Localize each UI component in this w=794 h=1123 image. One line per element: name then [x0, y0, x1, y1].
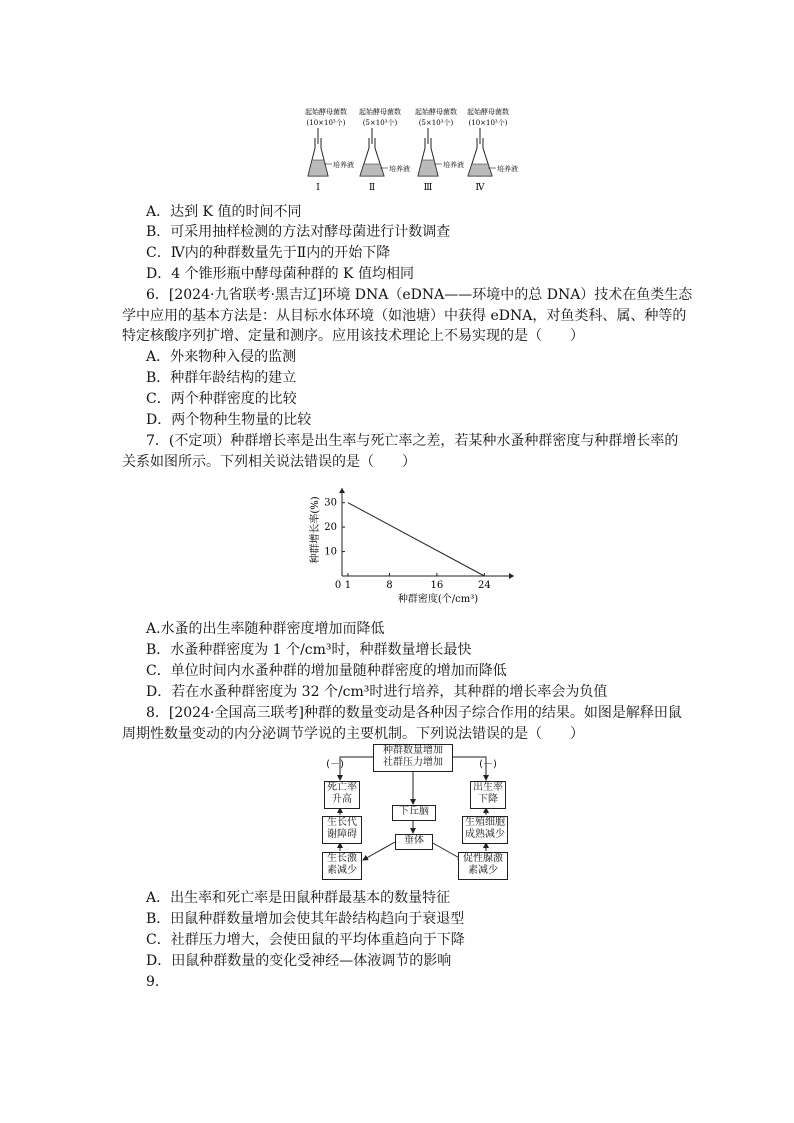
q7-option-c: C．单位时间内水蚤种群的增加量随种群密度的增加而降低	[146, 663, 507, 679]
flask-liquid	[468, 164, 492, 176]
flask-count: (5×10³个)	[418, 119, 454, 127]
diagram-box-population	[373, 744, 453, 772]
minus-right-label	[470, 759, 506, 771]
q9-number: 9.	[146, 974, 160, 990]
x-axis-arrow	[509, 573, 514, 579]
diagram-box-growth-disorder	[322, 816, 362, 844]
q6-stem-line2: 学中应用的基本方法是：从目标水体环境（如池塘）中获得 eDNA，对鱼类科、属、种等的	[122, 308, 687, 324]
minus-right-text: (－)	[479, 759, 497, 770]
q8-stem-line2: 周期性数量变动的内分泌调节学说的主要机制。下列说法错误的是（ ）	[122, 726, 584, 742]
series-line-0	[348, 503, 484, 576]
diagram-box-pituitary	[395, 834, 433, 850]
growth-rate-chart	[300, 478, 530, 612]
flask-count: (10×10³个)	[306, 119, 346, 127]
diagram-box-birth	[470, 781, 506, 809]
diagram-text-pituitary: 垂体	[404, 835, 424, 846]
flask-liquid	[360, 164, 384, 176]
flask-liquid-label: 培养液	[497, 165, 518, 173]
y-tick-label: 30	[324, 497, 337, 509]
flask-4	[467, 107, 518, 193]
flask-2	[359, 107, 410, 193]
minus-left-label	[320, 759, 350, 771]
diagram-text-population: 种群数量增加 社群压力增加	[383, 745, 443, 768]
diagram-text-death: 死亡率 升高	[327, 782, 357, 805]
flask-count: (5×10³个)	[362, 119, 398, 127]
x-tick-label: 8	[386, 580, 393, 591]
q6-option-c: C．两个种群密度的比较	[146, 391, 297, 407]
endocrine-diagram	[320, 744, 506, 884]
diagram-text-gonad: 生殖细胞 成熟减少	[465, 817, 505, 840]
flask-roman: Ⅱ	[368, 183, 376, 193]
y-tick-label: 10	[324, 546, 337, 558]
q8-option-c: C．社群压力增大，会使田鼠的平均体重趋向于下降	[146, 932, 465, 948]
flask-count: (10×10³个)	[468, 119, 508, 127]
q6-option-b: B．种群年龄结构的建立	[146, 370, 297, 386]
x-tick-label: 16	[430, 580, 444, 591]
q8-option-d: D．田鼠种群数量的变化受神经—体液调节的影响	[146, 953, 452, 969]
q6-option-a: A．外来物种入侵的监测	[146, 349, 297, 365]
q6-option-d: D．两个物种生物量的比较	[146, 412, 312, 428]
flask-roman: Ⅳ	[475, 183, 485, 193]
q8-option-a: A．出生率和死亡率是田鼠种群最基本的数量特征	[146, 890, 451, 906]
flask-label: 起始酵母菌数	[415, 108, 457, 116]
diagram-text-birth: 出生率 下降	[473, 782, 503, 805]
flask-label: 起始酵母菌数	[305, 108, 347, 116]
flask-liquid-label: 培养液	[333, 161, 354, 169]
diagram-text-hypothalamus: 下丘脑	[399, 806, 429, 817]
q7-option-a: A.水蚤的出生率随种群密度增加而降低	[146, 621, 385, 637]
diagram-text-growth-hormone: 生长激 素减少	[327, 853, 357, 876]
diagram-box-hypothalamus	[392, 805, 436, 821]
x-tick-label: 24	[477, 580, 491, 591]
q6-stem-line1: 6．[2024·九省联考·黑吉辽]环境 DNA（eDNA——环境中的总 DNA）技术在鱼类生态	[146, 287, 693, 303]
q7-stem-line2: 关系如图所示。下列相关说法错误的是（ ）	[122, 454, 416, 470]
x-axis-label: 种群密度(个/cm³)	[397, 594, 479, 605]
flask-3	[415, 107, 464, 193]
flask-roman: Ⅰ	[316, 183, 320, 193]
diagram-box-death	[324, 781, 360, 809]
q5-option-d: D．4 个锥形瓶中酵母菌种群的 K 值均相同	[146, 266, 414, 282]
flask-label: 起始酵母菌数	[359, 108, 401, 116]
q6-stem-line3: 特定核酸序列扩增、定量和测序。应用该技术理论上不易实现的是（ ）	[122, 328, 584, 344]
y-axis-label: 种群增长率(%)	[310, 496, 321, 564]
flask-figure	[296, 104, 526, 196]
flask-1	[305, 107, 354, 193]
q5-option-c: C．Ⅳ内的种群数量先于Ⅱ内的开始下降	[146, 245, 391, 261]
q8-stem-line1: 8．[2024·全国高三联考]种群的数量变动是各种因子综合作用的结果。如图是解释田鼠	[146, 705, 682, 721]
flask-label: 起始酵母菌数	[467, 108, 509, 116]
q7-stem-line1: 7．(不定项）种群增长率是出生率与死亡率之差，若某种水蚤种群密度与种群增长率的	[146, 433, 679, 449]
flask-roman: Ⅲ	[423, 183, 433, 193]
flask-liquid-label: 培养液	[389, 165, 410, 173]
flask-liquid-label: 培养液	[443, 161, 464, 169]
q7-option-d: D．若在水蚤种群密度为 32 个/cm³时进行培养，其种群的增长率会为负值	[146, 684, 608, 700]
diagram-box-growth-hormone	[322, 852, 362, 880]
diagram-box-gonadotropin	[458, 852, 508, 880]
y-axis-arrow	[339, 488, 345, 493]
q8-option-b: B．田鼠种群数量增加会使其年龄结构趋向于衰退型	[146, 911, 465, 927]
diagram-box-gonad	[462, 816, 508, 844]
minus-left-text: (－)	[326, 759, 344, 770]
x-tick-label: 1	[344, 580, 352, 591]
q7-option-b: B．水蚤种群密度为 1 个/cm³时，种群数量增长最快	[146, 642, 472, 658]
q5-option-a: A．达到 K 值的时间不同	[146, 204, 302, 220]
diagram-text-growth-disorder: 生长代 谢障碍	[327, 817, 357, 840]
diagram-text-gonadotropin: 促性腺激 素减少	[463, 853, 503, 876]
q5-option-b: B．可采用抽样检测的方法对酵母菌进行计数调查	[146, 224, 451, 240]
x-tick-label: 0	[334, 580, 342, 591]
y-tick-label: 20	[324, 522, 337, 534]
